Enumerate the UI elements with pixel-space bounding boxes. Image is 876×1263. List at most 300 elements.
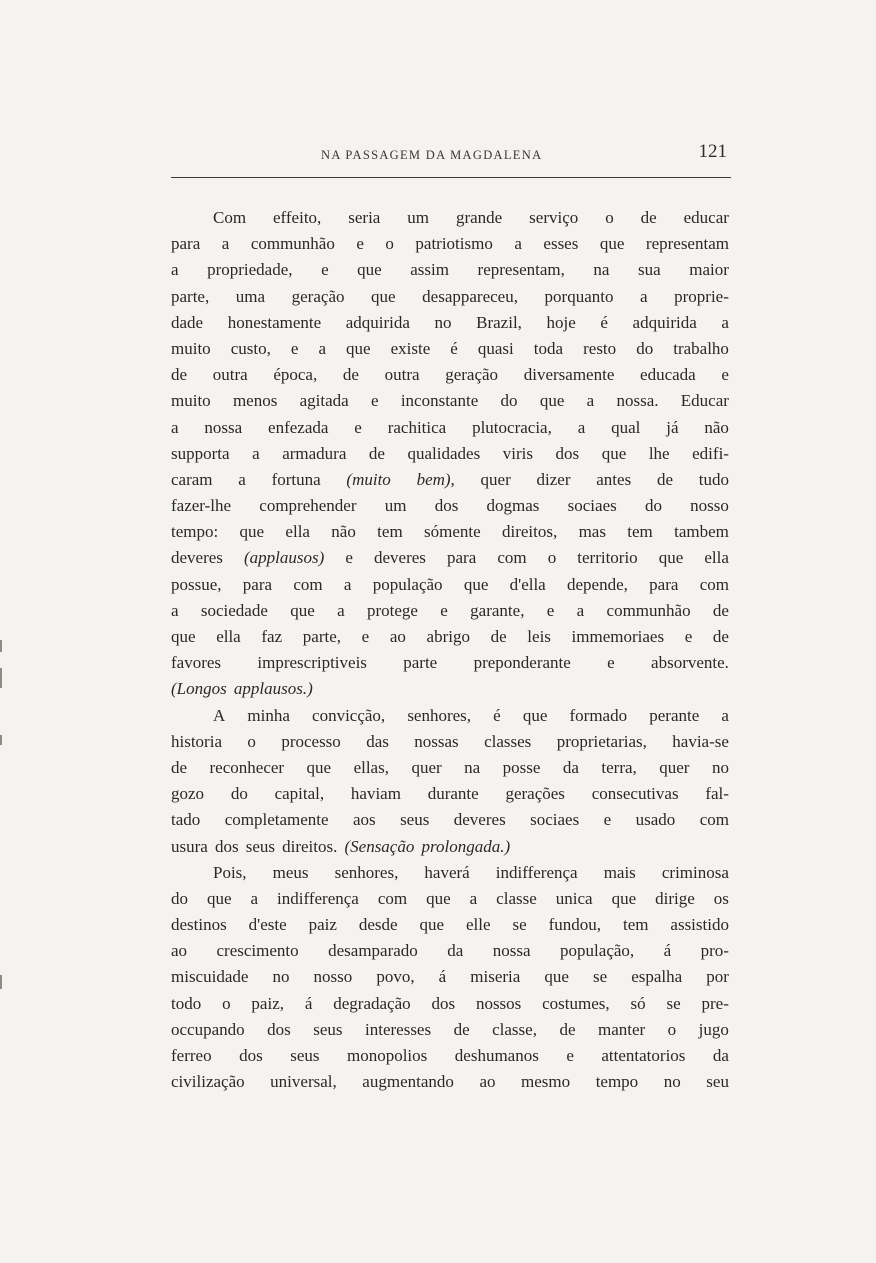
text-line <box>171 572 729 598</box>
word: com <box>377 888 408 908</box>
word: ferreo <box>171 1046 212 1065</box>
word: não <box>331 522 356 542</box>
text-line <box>171 388 729 414</box>
word: e <box>345 548 353 568</box>
word: população, <box>560 941 635 961</box>
word: a <box>337 600 345 620</box>
word: o <box>667 1019 677 1039</box>
word: o <box>605 208 614 227</box>
word: posse <box>502 757 541 777</box>
word: e <box>290 338 299 358</box>
word: para <box>171 234 201 254</box>
word: preponderante <box>473 653 571 673</box>
word: não <box>704 417 729 437</box>
word: que <box>601 443 627 463</box>
word: uma <box>235 286 266 306</box>
word: a <box>221 234 230 254</box>
word: criminosa <box>661 862 729 882</box>
word: se <box>592 967 608 987</box>
word: enfezada <box>268 417 329 437</box>
word: a <box>250 888 259 908</box>
margin-scan-mark <box>0 640 2 652</box>
word: sociaes <box>530 810 580 830</box>
word: do <box>230 784 248 804</box>
word: mesmo <box>521 1072 571 1092</box>
word: fazer-lhe <box>171 496 232 516</box>
word: augmentando <box>362 1072 454 1092</box>
word: que <box>419 915 445 935</box>
word: de <box>559 1019 576 1039</box>
word: patriotismo <box>415 234 493 254</box>
word: monopolios <box>346 1046 428 1065</box>
word: dos <box>431 993 456 1013</box>
word: á <box>663 941 672 961</box>
word: garante, <box>470 600 525 620</box>
word: immemoriaes <box>571 627 665 646</box>
word: tado <box>171 810 201 830</box>
word: paiz <box>308 915 337 935</box>
word: a <box>469 888 478 908</box>
word: á <box>438 967 447 987</box>
word: jugo <box>698 1019 729 1039</box>
word: nosso <box>313 967 353 987</box>
text-line <box>171 415 729 441</box>
word: aos <box>352 810 376 830</box>
word: do <box>500 391 518 411</box>
text-line <box>171 1069 729 1095</box>
word: pre- <box>701 993 729 1013</box>
word: da <box>562 757 579 777</box>
word: comprehender <box>259 496 357 516</box>
word: tem <box>627 522 653 542</box>
text-line <box>171 755 729 781</box>
word: deshumanos <box>454 1046 539 1065</box>
word: quer <box>480 469 511 489</box>
word: quer <box>659 757 690 777</box>
word: possue, <box>171 574 222 594</box>
word: geração <box>291 286 345 306</box>
header-rule <box>171 177 731 178</box>
word: tempo <box>595 1072 639 1092</box>
word: população <box>372 574 443 594</box>
text-line <box>171 205 729 231</box>
word: nossa. <box>616 391 659 411</box>
word: completamente <box>224 810 329 830</box>
word: costumes, <box>542 993 610 1013</box>
text-line <box>171 624 729 650</box>
body-text <box>171 205 729 1095</box>
word: do <box>171 888 188 908</box>
word: seus <box>245 836 275 856</box>
word: Com <box>213 208 247 227</box>
word: tudo <box>698 469 729 489</box>
word: do <box>636 338 654 358</box>
word: propriedade, <box>207 260 293 280</box>
word: de <box>171 757 188 777</box>
word: a <box>238 469 246 489</box>
margin-scan-mark <box>0 668 2 688</box>
word: dos <box>239 1046 263 1065</box>
word: no <box>711 757 729 777</box>
word: abrigo <box>426 627 470 646</box>
word: assim <box>410 260 449 280</box>
word: parte, <box>171 286 210 306</box>
text-line <box>171 834 729 860</box>
word: proprietarias, <box>556 731 647 751</box>
word: com <box>293 574 323 594</box>
word: que <box>658 548 684 568</box>
word: educar <box>683 208 729 227</box>
word: absorvente. <box>651 653 729 673</box>
word: dos <box>555 443 580 463</box>
word: depende, <box>567 574 628 594</box>
text-line <box>171 886 729 912</box>
word: é <box>493 705 501 725</box>
word: indifferença <box>495 862 578 882</box>
word: honestamente <box>227 312 322 332</box>
word: indifferença <box>277 888 359 908</box>
word: já <box>666 417 679 437</box>
word: nossa <box>492 941 531 961</box>
word: o <box>222 993 231 1013</box>
word: e <box>684 627 693 646</box>
word: um <box>407 208 430 227</box>
word: edifi- <box>692 443 729 463</box>
word: e <box>546 600 555 620</box>
word: por <box>706 967 729 987</box>
word: desappareceu, <box>422 286 518 306</box>
text-line <box>171 545 729 571</box>
word: effeito, <box>273 208 322 227</box>
word: muito <box>171 338 211 358</box>
word: existe <box>390 338 431 358</box>
word: lhe <box>648 443 670 463</box>
word: que <box>522 705 548 725</box>
word: occupando <box>171 1019 245 1039</box>
text-line <box>171 519 729 545</box>
word: porquanto <box>544 286 614 306</box>
text-line <box>171 231 729 257</box>
text-line <box>171 650 729 676</box>
word: perante <box>649 705 700 725</box>
word: tem <box>622 915 649 935</box>
word: sociedade <box>200 600 268 620</box>
word: de <box>712 600 729 620</box>
word: ella <box>285 522 310 542</box>
word: o <box>547 548 557 568</box>
word: e <box>361 627 370 646</box>
text-line <box>171 441 729 467</box>
word: com <box>699 810 729 830</box>
word: haverá <box>424 862 470 882</box>
text-line <box>171 336 729 362</box>
word: a <box>171 600 179 620</box>
text-line <box>171 493 729 519</box>
word: de <box>712 627 729 646</box>
word: de <box>453 1019 470 1039</box>
word: menos <box>232 391 278 411</box>
italic-word: applausos.) <box>233 679 313 699</box>
word: seus <box>290 1046 320 1065</box>
text-line <box>171 1043 729 1069</box>
word: povo, <box>376 967 415 987</box>
word: adquirida <box>345 312 410 332</box>
word: mas <box>578 522 606 542</box>
word: que <box>544 967 569 987</box>
word: reconhecer <box>209 757 285 777</box>
word: a <box>577 417 586 437</box>
word: processo <box>281 731 341 751</box>
word: ao <box>389 627 406 646</box>
word: a <box>514 234 522 254</box>
word: paiz, <box>251 993 284 1013</box>
word: geração <box>445 365 499 385</box>
word: na <box>464 757 481 777</box>
word: sociaes <box>567 496 617 516</box>
word: attentatorios <box>601 1046 686 1065</box>
word: sómente <box>424 522 481 542</box>
word: crescimento <box>216 941 299 961</box>
running-title: NA PASSAGEM DA MAGDALENA <box>321 148 543 162</box>
word: formado <box>569 705 628 725</box>
word: fortuna <box>271 469 321 489</box>
word: na <box>593 260 610 280</box>
word: dade <box>171 312 204 332</box>
word: e <box>321 260 329 280</box>
word: toda <box>533 338 564 358</box>
word: que <box>426 888 451 908</box>
word: destinos <box>171 915 227 935</box>
word: caram <box>171 469 213 489</box>
word: seu <box>706 1072 729 1092</box>
word: d'este <box>248 915 287 935</box>
word: ao <box>171 941 188 961</box>
word: armadura <box>282 443 347 463</box>
word: que <box>611 888 637 908</box>
text-line <box>171 938 729 964</box>
word: que <box>239 522 265 542</box>
text-line <box>171 467 729 493</box>
text-line <box>171 729 729 755</box>
word: seria <box>348 208 381 227</box>
word: de <box>490 627 507 646</box>
word: gerações <box>505 784 565 804</box>
word: convicção, <box>312 705 386 725</box>
text-line <box>171 310 729 336</box>
word: de <box>342 365 359 385</box>
word: plutocracia, <box>472 417 552 437</box>
word: hoje <box>546 312 576 332</box>
word: meus <box>272 862 309 882</box>
word: durante <box>427 784 479 804</box>
word: qual <box>611 417 641 437</box>
word: miscuidade <box>171 967 249 987</box>
word: a <box>252 443 260 463</box>
word: senhores, <box>334 862 399 882</box>
word: quer <box>411 757 442 777</box>
word: nosso <box>690 496 729 516</box>
word: a <box>576 600 585 620</box>
word: communhão <box>606 600 691 620</box>
word: universal, <box>270 1072 337 1092</box>
text-line <box>171 598 729 624</box>
word: tem <box>377 522 403 542</box>
word: a <box>721 312 729 332</box>
word: protege <box>366 600 418 620</box>
word: imprescriptiveis <box>257 653 367 673</box>
word: dogmas <box>486 496 540 516</box>
word: outra <box>212 365 248 385</box>
word: parte, <box>302 627 342 646</box>
word: custo, <box>230 338 271 358</box>
text-line <box>171 860 729 886</box>
word: é <box>450 338 458 358</box>
word: pro- <box>700 941 729 961</box>
word: desde <box>358 915 398 935</box>
word: de <box>171 365 188 385</box>
word: e <box>721 365 729 385</box>
word: o <box>385 234 394 254</box>
text-line <box>171 676 729 702</box>
word: ella <box>216 627 241 646</box>
word: a <box>318 338 326 358</box>
word: communhão <box>250 234 335 254</box>
word: deveres <box>171 548 223 568</box>
word: havia-se <box>672 731 729 751</box>
word: com <box>497 548 527 568</box>
italic-word: (muito <box>346 469 391 489</box>
text-line <box>171 807 729 833</box>
word: é <box>600 312 608 332</box>
italic-word: prolongada.) <box>421 836 511 856</box>
word: a <box>343 574 352 594</box>
word: Brazil, <box>476 312 522 332</box>
text-line <box>171 284 729 310</box>
word: quasi <box>477 338 514 358</box>
word: educada <box>640 365 696 385</box>
word: sua <box>638 260 661 280</box>
word: civilização <box>171 1072 245 1092</box>
word: grande <box>455 208 503 227</box>
word: territorio <box>577 548 638 568</box>
word: seus <box>313 1019 343 1039</box>
word: época, <box>273 365 318 385</box>
word: desamparado <box>328 941 418 961</box>
word: que <box>371 286 396 306</box>
word: Pois, <box>213 862 247 882</box>
word: dos <box>267 1019 291 1039</box>
word: direitos, <box>501 522 558 542</box>
word: assistido <box>670 915 729 935</box>
word: que <box>357 260 382 280</box>
word: degradação <box>333 993 411 1013</box>
word: os <box>713 888 729 908</box>
word: para <box>649 574 679 594</box>
word: consecutivas <box>591 784 679 804</box>
word: serviço <box>529 208 579 227</box>
margin-scan-mark <box>0 975 2 989</box>
word: que <box>171 627 196 646</box>
word: usura <box>171 836 208 856</box>
word: tempo: <box>171 522 219 542</box>
word: ao <box>479 1072 496 1092</box>
word: favores <box>171 653 222 673</box>
word: representam, <box>477 260 565 280</box>
word: e <box>356 234 364 254</box>
word: que <box>290 600 315 620</box>
word: diversamente <box>523 365 615 385</box>
text-line <box>171 257 729 283</box>
word: e <box>371 391 379 411</box>
word: a <box>171 417 179 437</box>
word: da <box>712 1046 729 1065</box>
word: só <box>630 993 646 1013</box>
word: dirige <box>655 888 695 908</box>
text-line <box>171 781 729 807</box>
word: espalha <box>631 967 683 987</box>
word: dizer <box>536 469 571 489</box>
word: a <box>171 260 179 280</box>
word: representam <box>645 234 729 254</box>
word: deveres <box>453 810 506 830</box>
word: de <box>368 443 385 463</box>
word: outra <box>384 365 420 385</box>
word: que <box>599 234 625 254</box>
word: terra, <box>601 757 637 777</box>
word: ellas, <box>353 757 389 777</box>
word: antes <box>596 469 632 489</box>
word: um <box>384 496 407 516</box>
page-number: 121 <box>698 141 727 162</box>
word: tambem <box>674 522 729 542</box>
word: faz <box>261 627 283 646</box>
word: todo <box>171 993 202 1013</box>
word: o <box>247 731 256 751</box>
word: miseria <box>470 967 521 987</box>
word: de <box>656 469 673 489</box>
word: proprie- <box>674 286 729 306</box>
word: unica <box>555 888 593 908</box>
word: nossa <box>204 417 243 437</box>
text-line <box>171 1017 729 1043</box>
word: e <box>354 417 362 437</box>
word: a <box>721 705 729 725</box>
word: rachitica <box>387 417 447 437</box>
italic-word: (applausos) <box>244 548 325 568</box>
word: que <box>539 391 565 411</box>
word: que <box>346 338 371 358</box>
word: seus <box>400 810 430 830</box>
word: interesses <box>365 1019 432 1039</box>
word: com <box>699 574 729 594</box>
text-line <box>171 362 729 388</box>
word: Educar <box>680 391 729 411</box>
word: no <box>272 967 290 987</box>
word: usado <box>635 810 676 830</box>
word: da <box>447 941 464 961</box>
word: haviam <box>350 784 401 804</box>
page-header <box>171 141 731 171</box>
italic-word: (Longos <box>171 679 227 699</box>
word: no <box>663 1072 681 1092</box>
word: A <box>213 705 226 725</box>
word: das <box>366 731 389 751</box>
word: trabalho <box>673 338 729 358</box>
word: a <box>586 391 595 411</box>
word: nossas <box>414 731 459 751</box>
word: inconstante <box>400 391 479 411</box>
word: se <box>666 993 681 1013</box>
